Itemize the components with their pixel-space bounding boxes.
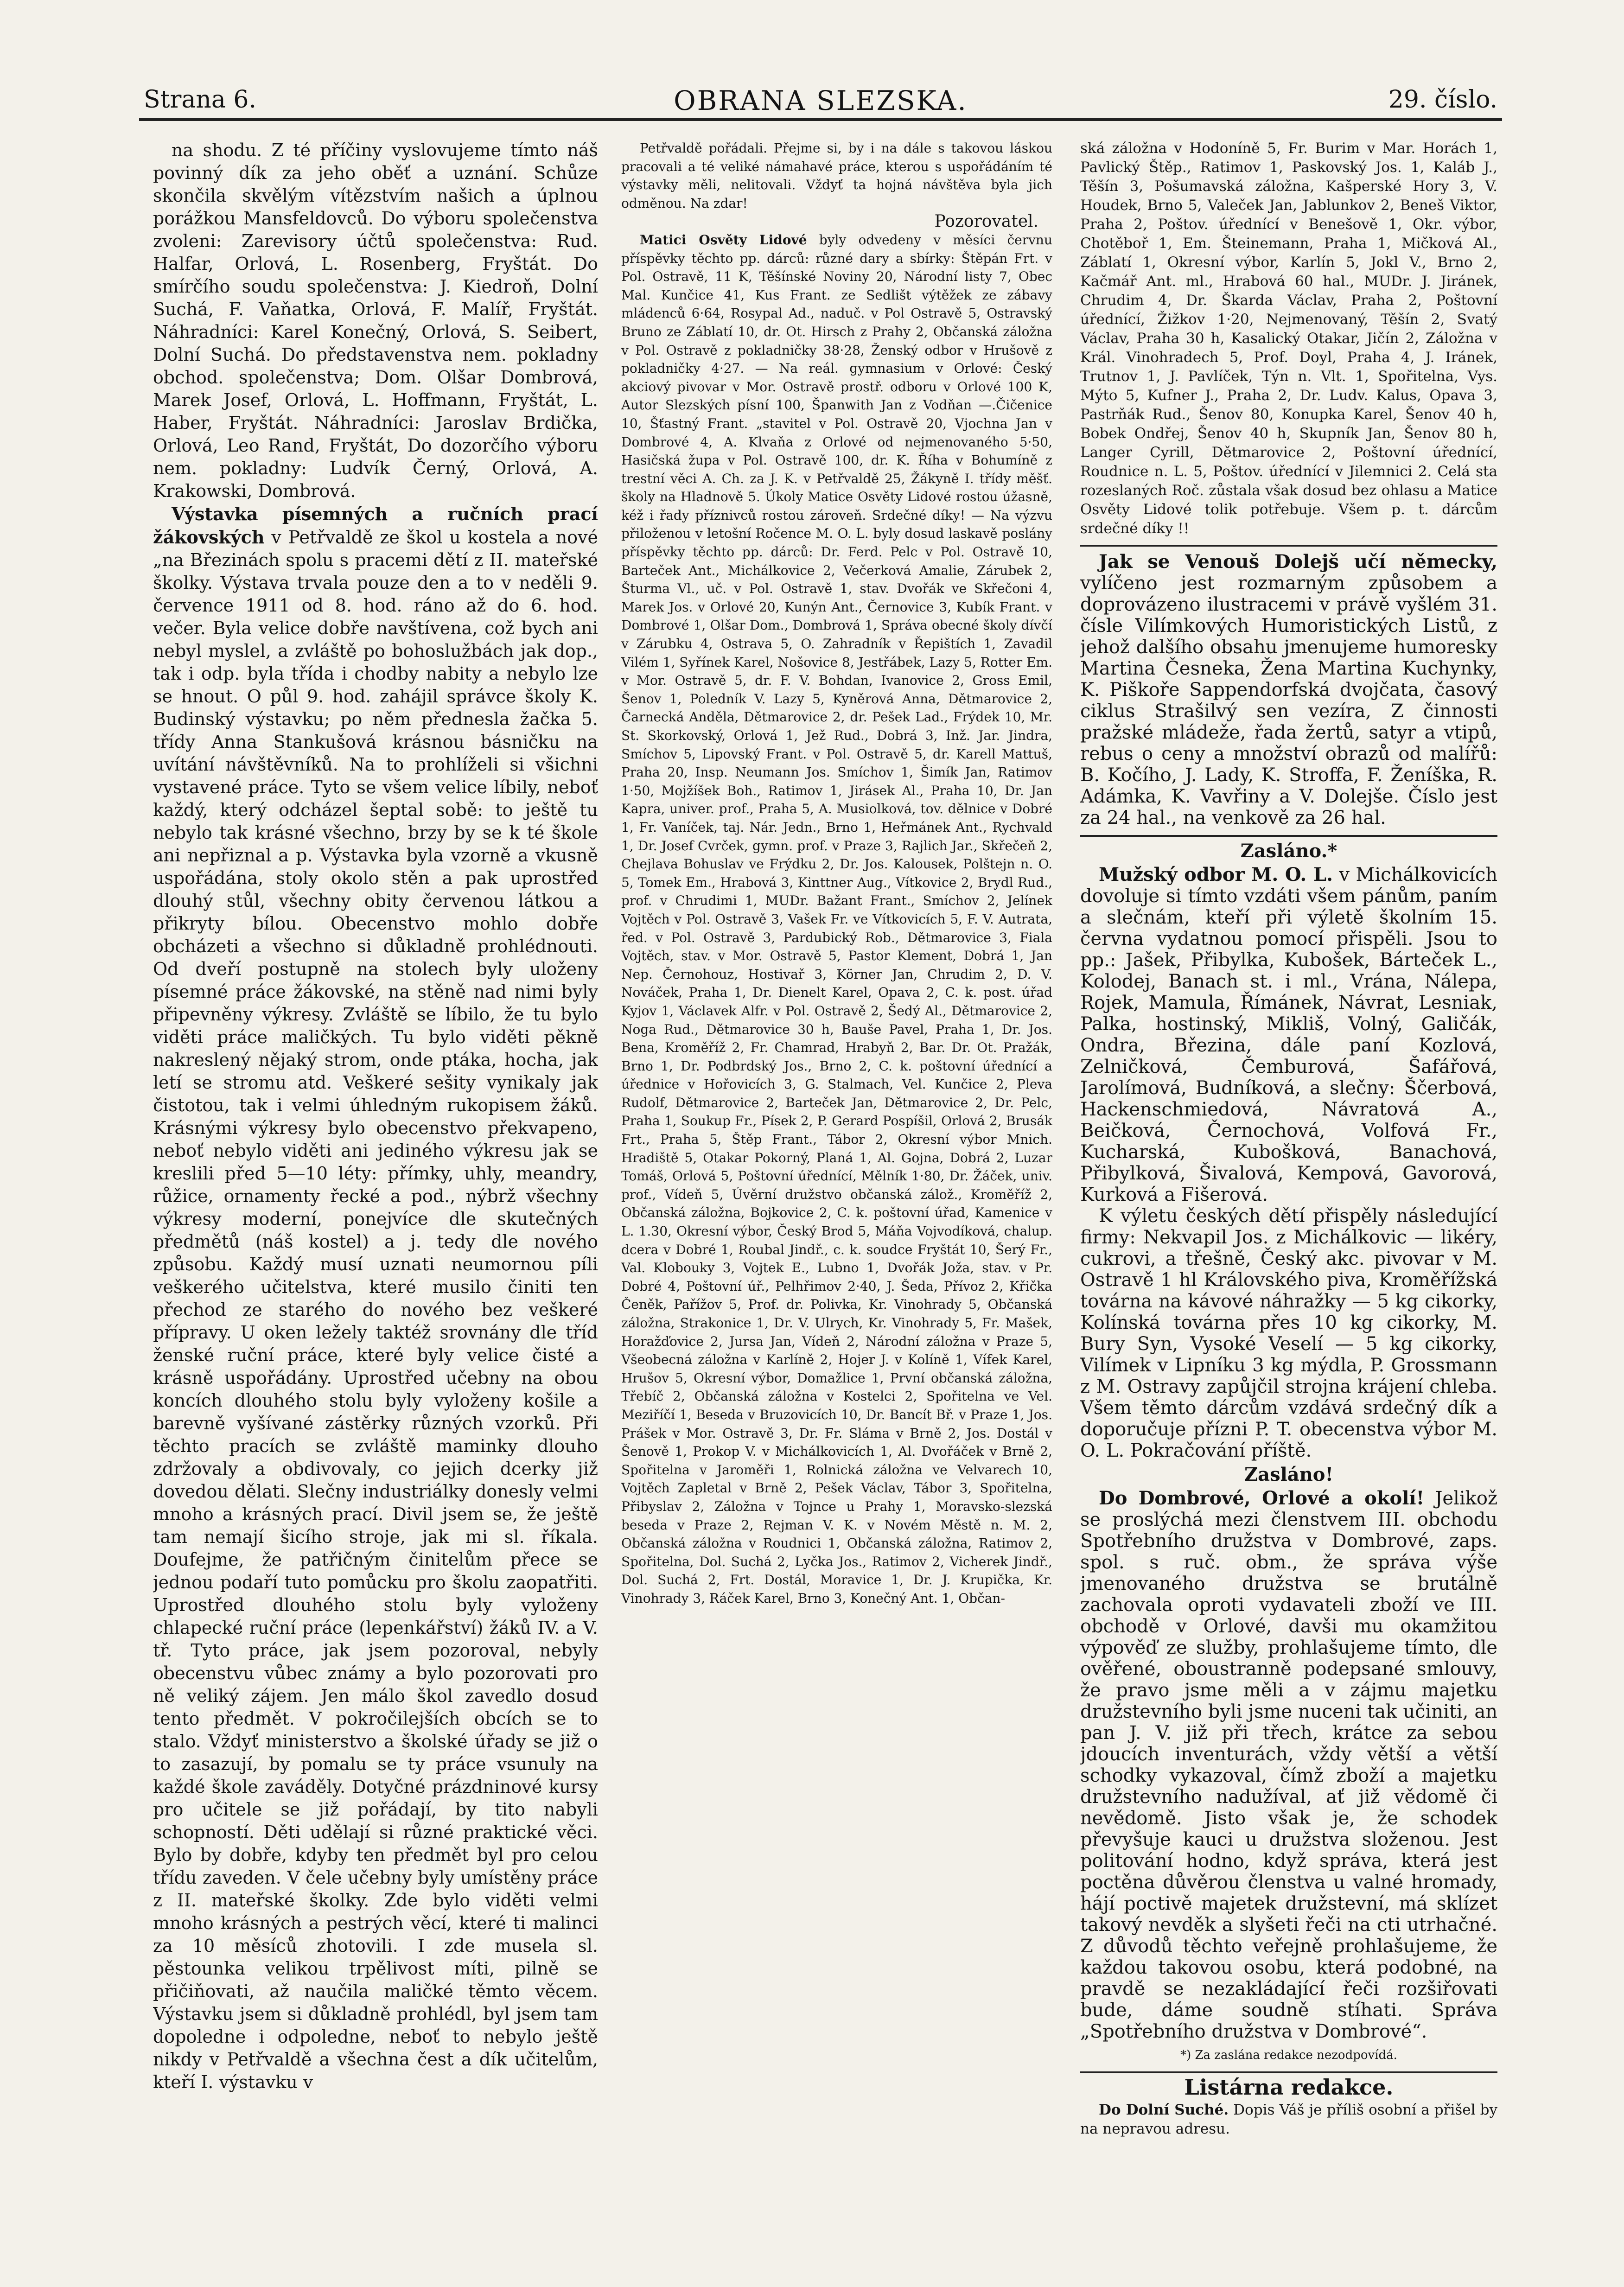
divider xyxy=(1080,2071,1497,2073)
section-title-listarna: Listárna redakce. xyxy=(1184,2075,1394,2100)
paragraph-dombrova xyxy=(1080,1488,1497,2042)
section-title-zaslano: Zasláno.* xyxy=(1240,840,1337,862)
paragraph-donations-end: ská záložna v Hodoníně 5, Fr. Burim v Mar. Horách 1, Pavlický Štěp., Ratimov 1, Paskovský Jos. 1, Kaláb J., Těšín 3, Pošumavská záložna, Kašperské Hory 3, V. Houdek, Brno 5, Valeček Jan, Jablunkov 2, Beneš Viktor, Praha 2, Poštov. úřednící v Benešově 1, Okr. výbor, Chotěboř 1, Em. Šteinemann, Praha 1, Mičková Al., Záblatí 1, Okresní výbor, Karlín 5, Jokl V., Brno 2, Kačmář Ant. ml., Hrabová 60 hal., MUDr. J. Jiránek, Chrudim 4, Dr. Škarda Václav, Praha 2, Poštovní úřednící, Žižkov 1·20, Nejmenovaný, Těšín 2, Svatý Václav, Praha 30 h, Kasalický Otakar, Jičín 2, Záložna v Král. Vinohradech 5, Prof. Doyl, Praha 4, J. Iránek, Trutnov 1, J. Pavlíček, Týn n. Vlt. 1, Spořitelna, Vys. Mýto 5, Kufner J., Praha 2, Dr. Ludv. Kalus, Opava 3, Pastrňák Rud., Šenov 80, Konupka Karel, Šenov 40 h, Bobek Ondřej, Šenov 40 h, Skupník Jan, Šenov 80 h, Langer Cyrill, Dětmarovice 2, Poštovní úřednící, Roudnice n. L. 5, Poštov. úřednící v Jilemnici 2. Celá sta rozeslaných Roč. zůstala však dosud bez ohlasu a Matice Osvěty Lidové tolik potřebuje. Všem p. t. dárcům srdečné díky !! xyxy=(1080,140,1497,537)
issue-number: 29. číslo. xyxy=(1388,86,1497,114)
continued-note: Pokračování příště. xyxy=(1130,1440,1312,1461)
paragraph-humor xyxy=(1080,551,1497,828)
dombrova-text: Jelikož se proslýchá mezi členstvem III. obchodu Spotřebního družstva v Dombrové, zaps. spol. s ruč. obm., že správa výše jmenovaného družstva se brutálně zachovala oproti vydavateli zboží ve III. obchodě v Orlové, davši mu okamžitou výpověď ze služby, prohlašujeme tímto, dle ověřené, oboustranně podepsané smlouvy, že pravo jsme měli a v zájmu majetku družstevního byli jsme nuceni tak učiniti, an pan J. V. již při třech, krátce za sebou jdoucích inventurách, vždy větší a větší schodky vykazoval, čímž zboží a majetku družstevního nadužíval, ať již vědomě či nevědomě. Jisto však je, že schodek převyšuje kauci u družstva složenou. Jest politování hodno, když správa, která jest poctěna důvěrou členstva u valné hromady, hájí poctivě majetek družstevní, má sklízet takový nevděk a slyšeti řeči na cti utrhačné. Z důvodů těchto veřejně prohlašujeme, že každou takovou osobu, která podobné, na pravdě se nezakládající řeči rozšiřovati bude, dáme soudně stíhati. Správa „Spotřebního družstva v Dombrové“. xyxy=(1080,1488,1497,2042)
column-2 xyxy=(621,139,1052,2216)
paragraph-election: na shodu. Z té příčiny vyslovujeme tímto náš povinný dík za jeho oběť a uznání. Schůze skončila skvělým vítězstvím našich a úplnou porážkou Mansfeldovců. Do výboru společenstva zvoleni: Zarevisory účtů společenstva: Rud. Halfar, Orlová, L. Rosenberg, Fryštát. Do smírčího soudu společenstva: J. Kiedroň, Dolní Suchá, F. Vaňatka, Orlová, F. Malíř, Fryštát. Náhradníci: Karel Konečný, Orlová, S. Seibert, Dolní Suchá. Do představenstva nem. pokladny obchod. společenstva; Dom. Olšar Dombrová, Marek Josef, Orlová, L. Hoffmann, Fryštát, L. Haber, Fryštát. Náhradníci: Jaroslav Brdička, Orlová, Leo Rand, Fryštát, Do dozorčího výboru nem. pokladny: Ludvík Černý, Orlová, A. Krakowski, Dombrová. xyxy=(153,140,598,501)
exhibition-heading: Výstavka písemných a ručních prací žákovských xyxy=(153,503,598,548)
column-3 xyxy=(1080,139,1497,2216)
paragraph-listarna xyxy=(1080,2101,1497,2139)
paragraph-mol xyxy=(1080,864,1497,1205)
paragraph-firms xyxy=(1080,1205,1497,1461)
divider xyxy=(1080,835,1497,837)
column-1 xyxy=(153,139,598,2216)
paragraph-matice-donations xyxy=(621,231,1052,1608)
divider xyxy=(1080,545,1497,547)
dombrova-heading: Do Dombrové, Orlové a okolí! xyxy=(1099,1487,1425,1509)
page-header xyxy=(139,81,1502,121)
paragraph-exhibition-end: Petřvaldě pořádali. Přejme si, by i na dále s takovou láskou pracovali a té veliké námahavé práce, kterou s uspořádáním té výstavky měli, nelitovali. Vždyť ta hojná návštěva byla jich odměnou. Na zdar! xyxy=(621,140,1052,211)
section-title-zaslano-2: Zasláno! xyxy=(1244,1464,1334,1485)
mol-heading: Mužský odbor M. O. L. xyxy=(1099,864,1333,885)
exhibition-text: v Petřvaldě ze škol u kostela a nové „na Březinách spolu s pracemi dětí z II. mateřské školky. Výstava trvala pouze den a to v neděli 9. července 1911 od 8. hod. ráno až do 6. hod. večer. Byla velice dobře navštívena, což bych ani nebyl myslel, a zvláště po bohoslužbách jak dop., tak i odp. byla třída i chodby nabity a nebylo lze se hnout. O půl 9. hod. zahájil správce školy K. Budinský výstavku; po něm přednesla žačka 5. třídy Anna Stankušová krásnou básničku na uvítání návštěvníků. Na to prohlíželi si všichni vystavené práce. Tyto se všem velice líbily, neboť každý, který odcházel šeptal sobě: to ještě tu nebylo tak krásné všechno, brzy by se k té škole ani nepřiznal a p. Výstavka byla vzorně a vkusně uspořádána, stoly okolo stěn a pak uprostřed dlouhý stůl, všechny obity červenou látkou a přikryty bílou. Obecenstvo mohlo dobře obcházeti a všechno si důkladně prohlédnouti. Od dveří postupně na stolech byly uloženy písemné práce žákovské, na stěně nad nimi byly připevněny výkresy. Zvláště se líbilo, že tu bylo viděti práce maličkých. Tu bylo viděti pěkně nakreslený nějaký strom, onde ptáka, hocha, jak letí se stromu atd. Veškeré sešity vynikaly jak čistotou, tak i velmi úhledným rukopisem žáků. Krásnými výkresy bylo obecenstvo překvapeno, neboť nebylo viděti ani jediného výkresu jak se kreslili před 5—10 léty: přímky, uhly, meandry, růžice, ornamenty řecké a pod., nýbrž všechny výkresy moderní, ponejvíce dle skutečných předmětů (náš kostel) a j. tedy dle nového způsobu. Každý musí uznati neumornou píli veškerého učitelstva, které musilo činiti ten přechod ze starého do nového bez veškeré přípravy. U oken ležely taktéž srovnány dle tříd ženské ruční práce, které byly velice čisté a krásně uspořádány. Uprostřed učebny na obou koncích dlouhého stolu byly vyloženy košile a barevně vyšívané zástěrky různých vzorků. Při těchto pracích se zvláště maminky dlouho zdržovaly a obdivovaly, co jejich dcerky již dovedou dělati. Slečny industriálky donesly velmi mnoho a krásných prací. Divil jsem se, že ještě tam nemají šicího stroje, jak mi sl. říkala. Doufejme, že patřičným činitelům přece se jednou podaří tuto pomůcku pro školu zaopatřiti. Uprostřed dlouhého stolu byly vyloženy chlapecké ruční práce (lepenkářství) žáků IV. a V. tř. Tyto práce, jak jsem pozoroval, nebyly obecenstvu vůbec známy a bylo pozorovati pro ně veliký zájem. Jen málo škol zavedlo dosud tento předmět. V pokročilejších obcích se to stalo. Vždyť ministerstvo a školské úřady se již o to zasazují, by pomalu se ty práce vsunuly na každé škole zaváděly. Dotyčné prázdninové kursy pro učitele se již pořádají, by tito nabyli schopností. Děti udělají si různé praktické věci. Bylo by dobře, kdyby ten předmět byl pro celou třídu zaveden. V čele učebny byly umístěny práce z II. mateřské školky. Zde bylo viděti velmi mnoho krásných a pestrých věcí, které ti malinci za 10 měsíců zhotovili. I zde musela sl. pěstounka velikou trpělivost míti, pilně se přičiňovati, až naučila maličké těmto věcem. Výstavku jsem si důkladně prohlédl, byl jsem tam dopoledne i odpoledne, neboť to nebylo ještě nikdy v Petřvaldě a všechna čest a dík učitelům, kteří I. výstavku v xyxy=(153,527,598,2092)
mol-text: v Michálkovicích dovoluje si tímto vzdáti všem pánům, paním a slečnám, kteří při výletě školním 15. června vydatnou pomocí přispěli. Jsou to pp.: Jašek, Přibylka, Kubošek, Bárteček L., Kolodej, Banach st. i ml., Vrána, Nálepa, Rojek, Mamula, Římánek, Návrat, Lesniak, Palka, hostinský, Mikliš, Volný, Galičák, Ondra, Březina, dále paní Kozlová, Zelničková, Čemburová, Šafářová, Jarolímová, Budníková, a slečny: Ščerbová, Hackenschmiedová, Návratová A., Beičková, Černochová, Volfová Fr., Kucharská, Kubošková, Banachová, Přibylková, Šivalová, Kempová, Gavorová, Kurková a Fišerová. xyxy=(1080,864,1497,1205)
matice-heading: Matici Osvěty Lidové xyxy=(640,232,807,248)
newspaper-title: OBRANA SLEZSKA. xyxy=(674,85,968,116)
footnote: *) Za zaslána redakce nezodpovídá. xyxy=(1180,2048,1397,2062)
humor-text: vylíčeno jest rozmarným způsobem a doprovázeno ilustracemi v právě vyšlém 31. čísle Vilímkových Humoristických Listů, z jehož dalšího obsahu jmenujeme humoresky Martina Česneka, Žena Martina Kuchynky, K. Piškoře Sappendorfská dvojčata, časový ciklus Strašilvý sen vezíra, Z činnosti pražské mládeže, řada žertů, satyr a vtipů, rebus o ceny a množství obrazů od malířů: B. Kočího, J. Lady, K. Stroffa, F. Ženíška, R. Adámka, K. Vavřiny a V. Dolejše. Číslo jest za 24 hal., na venkově za 26 hal. xyxy=(1080,573,1497,828)
listarna-heading: Do Dolní Suché. xyxy=(1099,2102,1229,2118)
firms-text: K výletu českých dětí přispěly následující firmy: Nekvapil Jos. z Michálkovic — likéry, cukrovi, a třešně, Český akc. pivovar v M. Ostravě 1 hl Královského piva, Kroměřížská továrna na kávové náhražky — 5 kg cikorky, Kolínská továrna přes 10 kg cikorky, M. Bury Syn, Vysoké Veselí — 5 kg cikorky, Vilímek v Lipníku 3 kg mýdla, P. Grossmann z M. Ostravy zapůjčil strojna krájení chleba. Všem těmto dárcům vzdává srdečný dík a doporučuje přízni P. T. obecenstva výbor M. O. L. xyxy=(1080,1205,1497,1461)
page-number: Strana 6. xyxy=(144,86,257,114)
author-signature: Pozorovatel. xyxy=(934,212,1038,231)
listarna-text: Dopis Váš je příliš osobní a přišel by na nepravou adresu. xyxy=(1080,2102,1497,2137)
matice-text: byly odvedeny v měsíci červnu příspěvky těchto pp. dárců: různé dary a sbírky: Štěpán Frt. v Pol. Ostravě, 11 K, Těšínské Noviny 20, Národní listy 7, Obec Mal. Kunčice 41, Kus Frant. ze Sedlišt výtěžek ze zábavy mládenců 6·64, Rosypal Ad., naduč. v Pol Ostravě 5, Ostravský Bruno ze Záblatí 10, dr. Ot. Hirsch z Prahy 2, Občanská záložna v Pol. Ostravě z pokladničky 38·28, Ženský odbor v Hrušově z pokladničky 4·27. — Na reál. gymnasium v Orlové: Český akciový pivovar v Mor. Ostravě prostř. odboru v Orlové 100 K, Autor Slezských písní 100, Španwith Jan z Vodňan —.Čičenice 10, Šťastný Frant. „stavitel v Pol. Ostravě 20, Vjochna Jan v Dombrové 4, A. Klvaňa z Orlové od nejmenovaného 5·50, Hasičská župa v Pol. Ostravě 100, dr. K. Říha v Bohumíně z trestní věci A. Ch. za J. K. v Petřvaldě 25, Žákyně I. třídy měšť. školy na Hladnově 5. Úkoly Matice Osvěty Lidové rostou úžasně, kéž i řady příznivců rostou zároveň. Srdečné díky! — Na výzvu přiloženou v letošní Ročence M. O. L. byly dosud laskavě poslány příspěvky těchto pp. dárců: Dr. Ferd. Pelc v Pol. Ostravě 10, Barteček Ant., Michálkovice 2, Večerková Amalie, Zárubek 2, Šturma Vl., uč. v Pol. Ostravě 1, stav. Dvořák ve Skřečoni 4, Marek Jos. v Orlové 20, Kunýn Ant., Černovice 3, Kubík Frant. v Dombrové 1, Olšar Dom., Dombrová 1, Správa obecné školy dívčí v Zárubku 4, Ostrava 5, O. Zahradník v Řepištích 1, Zavadil Vilém 1, Syřínek Karel, Nošovice 8, Jestřábek, Lazy 5, Rotter Em. v Mor. Ostravě 5, dr. F. V. Bohdan, Ivanovice 2, Gross Emil, Šenov 1, Poledník V. Lazy 5, Kyněrová Anna, Dětmarovice 2, Čarnecká Anděla, Dětmarovice 2, dr. Pešek Lad., Frýdek 10, Mr. St. Skorkovský, Orlová 1, Jež Rud., Dobrá 3, Inž. Jar. Jindra, Smíchov 5, Lipovský Frant. v Pol. Ostravě 5, dr. Karell Mattuš, Praha 20, Insp. Neumann Jos. Smíchov 1, Šimík Jan, Ratimov 1·50, Mojžíšek Boh., Ratimov 1, Jirásek Al., Praha 10, Dr. Jan Kapra, univer. prof., Praha 5, A. Musiolková, tov. dělnice v Dobré 1, Fr. Vaníček, taj. Nár. Jedn., Brno 1, Heřmánek Ant., Rychvald 1, Dr. Josef Cvrček, gymn. prof. v Praze 3, Rajlich Jar., Skřečeň 2, Chejlava Bohuslav ve Frýdku 2, Dr. Jos. Kalousek, Polštejn n. O. 5, Tomek Em., Hrabová 3, Kinttner Aug., Vítkovice 2, Brydl Rud., prof. v Chrudimi 1, MUDr. Bažant Frant., Smíchov 2, Jelínek Vojtěch v Pol. Ostravě 3, Vašek Fr. ve Vítkovicích 5, F. V. Autrata, řed. v Pol. Ostravě 3, Pardubický Rob., Dětmarovice 3, Fiala Vojtěch, stav. v Mor. Ostravě 5, Pastor Klement, Dobrá 1, Jan Nep. Černohouz, Hostivař 3, Körner Jan, Chrudim 2, D. V. Nováček, Praha 1, Dr. Dienelt Karel, Opava 2, C. k. post. úřad Kyjov 1, Václavek Alfr. v Pol. Ostravě 2, Šedý Al., Dětmarovice 2, Noga Rud., Dětmarovice 30 h, Bauše Pavel, Praha 1, Dr. Jos. Bena, Kroměříž 2, Fr. Chamrad, Hrabyň 2, Bar. Dr. Ot. Pražák, Brno 1, Dr. Podbrdský Jos., Brno 2, C. k. poštovní úřednící a úřednice v Hořovicích 3, G. Stalmach, Vel. Kunčice 2, Plevа Rudolf, Dětmarovice 2, Barteček Jan, Dětmarovice 2, Dr. Pelc, Praha 1, Soukup Fr., Písek 2, P. Gerard Pospíšil, Orlová 2, Brusák Frt., Praha 5, Štěp Frant., Tábor 2, Okresní výbor Mnich. Hradiště 5, Otakar Pokorný, Planá 1, Al. Gojna, Dobrá 2, Luzar Tomáš, Orlová 5, Poštovní úřednící, Mělník 1·80, Dr. Žáček, univ. prof., Vídeň 5, Úvěrní družstvo občanská zálož., Kroměříž 2, Občanská záložna, Bojkovice 2, C. k. poštovní úřad, Kamenice v L. 1.30, Okresní výbor, Český Brod 5, Máňa Vojvodíková, chalup. dcera v Dobré 1, Roubal Jindř., c. k. soudce Fryštát 10, Šerý Fr., Val. Klobouky 3, Vojtek E., Lubno 1, Dvořák Joža, stav. v Pr. Dobré 4, Poštovní úř., Pelhřimov 2·40, J. Šeda, Přívoz 2, Křička Čeněk, Pařížov 5, Prof. dr. Polivka, Kr. Vinohrady 5, Občanská záložna, Strakonice 1, Dr. V. Ulrych, Kr. Vinohrady 5, Fr. Mašek, Horažďovice 2, Jursa Jan, Vídeň 2, Národní záložna v Praze 5, Všeobecná záložna v Karlíně 2, Hojer J. v Kolíně 1, Vífek Karel, Hrušov 5, Okresní výbor, Domažlice 1, První občanská záložna, Třebíč 2, Občanská záložna v Kostelci 2, Spořitelna ve Vel. Meziříčí 1, Beseda v Bruzovicích 10, Dr. Bancít Bř. v Praze 1, Jos. Prášek v Mor. Ostravě 3, Dr. Fr. Sláma v Brně 2, Jos. Dostál v Šenově 1, Prokop V. v Michálkovicích 1, Al. Dvořáček v Brně 2, Spořitelna v Jaroměři 1, Rolnická záložna ve Velvarech 10, Vojtěch Zapletal v Brně 2, Pešek Václav, Tábor 3, Spořitelna, Přibyslav 2, Záložna v Tojnce u Prahy 1, Moravsko-slezská beseda v Praze 2, Rejman V. K. v Novém Městě n. M. 2, Občanská záložna v Roudnici 1, Občanská záložna, Ratimov 2, Spořitelna, Dol. Suchá 2, Lyčka Jos., Ratimov 2, Vicherek Jindř., Dol. Suchá 2, Frt. Dostál, Moravice 1, Dr. J. Krupička, Kr. Vinohrady 3, Ráček Karel, Brno 3, Konečný Ant. 1, Občan- xyxy=(621,232,1052,1606)
humor-heading: Jak se Venouš Dolejš učí německy, xyxy=(1099,551,1497,573)
paragraph-exhibition xyxy=(153,503,598,2094)
